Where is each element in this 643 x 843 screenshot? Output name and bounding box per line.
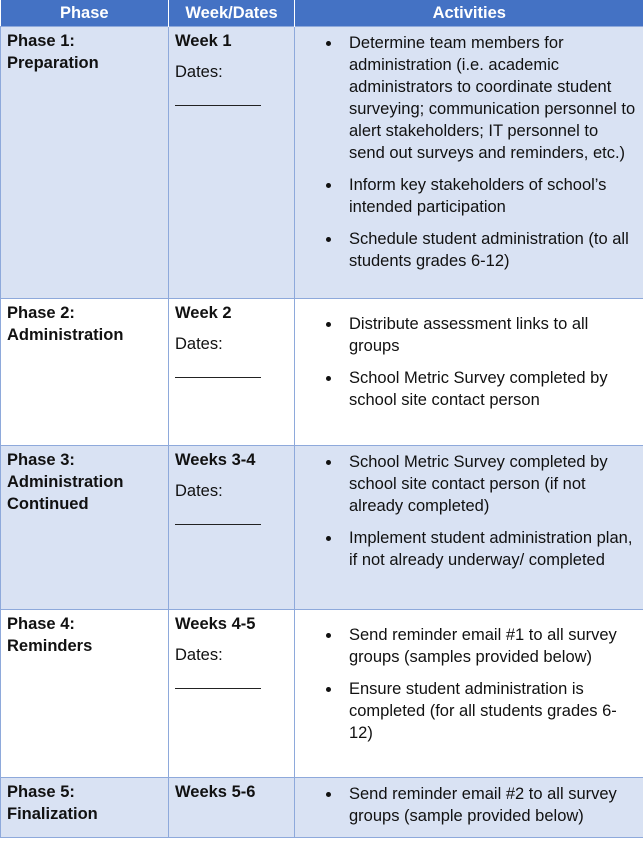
week-label: Weeks 3-4 [175, 451, 256, 469]
table-row [1, 778, 643, 838]
table-row [1, 446, 643, 610]
list-item: School Metric Survey completed by school site contact person (if not already completed) [295, 451, 637, 517]
week-label: Weeks 4-5 [175, 615, 256, 633]
activity-list [295, 299, 643, 411]
dates-blank-line [175, 508, 261, 525]
dates-label: Dates: [175, 63, 223, 81]
header-phase: Phase [1, 0, 169, 27]
phase-number: Phase 3: [7, 451, 75, 469]
header-week-dates: Week/Dates [169, 0, 295, 27]
phase-title: Reminders [7, 637, 93, 655]
list-item: Inform key stakeholders of school’s intended participation [295, 174, 637, 218]
activities-cell [295, 27, 643, 299]
phase-number: Phase 1: [7, 32, 75, 50]
table-row [1, 610, 643, 778]
phase-title-continued: Continued [7, 495, 89, 513]
dates-label: Dates: [175, 482, 223, 500]
phase-number: Phase 4: [7, 615, 75, 633]
dates-blank-line [175, 89, 261, 106]
activity-list [295, 778, 643, 827]
list-item: Ensure student administration is completed (for all students grades 6-12) [295, 678, 637, 744]
activities-cell [295, 299, 643, 446]
activities-cell [295, 778, 643, 838]
table-row [1, 27, 643, 299]
header-activities: Activities [295, 0, 643, 27]
week-cell [169, 299, 295, 446]
list-item: Distribute assessment links to all groups [295, 313, 637, 357]
list-item: Implement student administration plan, if not already underway/ completed [295, 527, 637, 571]
dates-label: Dates: [175, 335, 223, 353]
activities-cell [295, 446, 643, 610]
week-cell [169, 610, 295, 778]
phase-title: Preparation [7, 54, 99, 72]
list-item: Send reminder email #1 to all survey groups (samples provided below) [295, 624, 637, 668]
header-row [1, 0, 643, 27]
dates-blank-line [175, 361, 261, 378]
phase-cell [1, 446, 169, 610]
week-cell [169, 446, 295, 610]
phase-title: Administration [7, 473, 124, 491]
dates-label: Dates: [175, 646, 223, 664]
phase-number: Phase 5: [7, 783, 75, 801]
activities-cell [295, 610, 643, 778]
list-item: Send reminder email #2 to all survey groups (sample provided below) [295, 783, 637, 827]
phase-title: Finalization [7, 805, 98, 823]
week-cell [169, 27, 295, 299]
week-label: Week 2 [175, 304, 232, 322]
table-row [1, 299, 643, 446]
phase-cell [1, 27, 169, 299]
phase-number: Phase 2: [7, 304, 75, 322]
activity-list [295, 27, 643, 272]
phase-cell [1, 610, 169, 778]
phase-cell [1, 299, 169, 446]
phase-cell [1, 778, 169, 838]
list-item: Schedule student administration (to all students grades 6-12) [295, 228, 637, 272]
activity-list [295, 610, 643, 744]
dates-blank-line [175, 672, 261, 689]
list-item: School Metric Survey completed by school site contact person [295, 367, 637, 411]
week-label: Weeks 5-6 [175, 783, 256, 801]
phase-title: Administration [7, 326, 124, 344]
week-cell [169, 778, 295, 838]
activity-list [295, 446, 643, 571]
list-item: Determine team members for administration (i.e. academic administrators to coordinate student surveying; communication personnel to alert stakeholders; IT personnel to send out surveys and reminders, etc.) [295, 32, 637, 164]
week-label: Week 1 [175, 32, 232, 50]
